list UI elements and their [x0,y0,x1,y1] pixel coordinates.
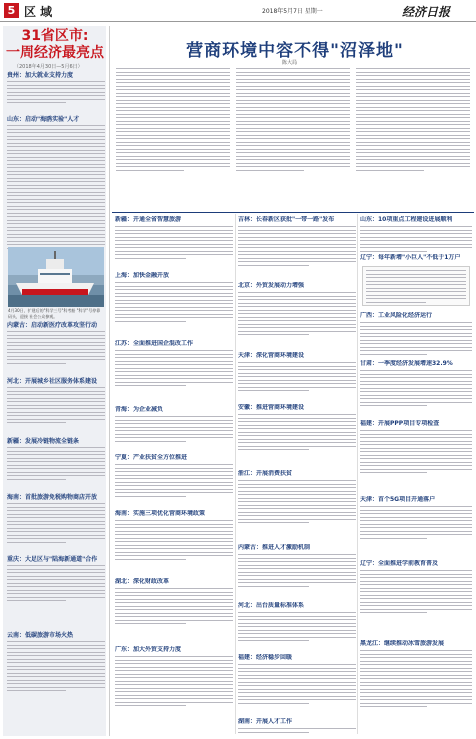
news-brief [238,470,356,526]
news-brief [238,544,356,589]
news-brief [360,420,472,476]
brief-title: 上海：加快金融开放 [115,272,170,279]
brief-text-box [362,266,470,306]
article-author: 陈大局 [282,60,298,66]
text-lines [7,503,105,543]
sidebar-item [7,322,105,366]
text-lines [7,387,105,423]
news-brief [115,340,233,389]
brief-title: 黑龙江：继续推动冰雪旅游发展 [360,640,445,647]
text-lines [7,565,105,601]
text-lines [7,447,105,480]
sidebar-item [7,556,105,604]
text-lines [236,68,350,171]
sidebar-item-title: 贵州：加大就业支持力度 [7,72,74,79]
brief-title: 内蒙古：推进人才激励机制 [238,544,311,551]
news-brief [360,216,472,254]
sidebar-item-title: 云南：低碳旅游市场火热 [7,632,74,639]
brief-title: 天津：首个5G项目开通落户 [360,496,436,503]
page-number: 5 [4,3,19,18]
news-brief [360,254,472,264]
ship-photo [8,247,104,307]
text-lines [7,641,105,691]
news-brief [238,718,356,735]
sidebar-item [7,378,105,426]
section-name: 区 域 [24,5,53,19]
news-brief [360,312,472,357]
brief-title: 湖北：深化财政改革 [115,578,170,585]
brief-title: 山东：10项重点工程建设进展顺利 [360,216,453,223]
brief-title: 福建：开展PPP项目专项检查 [360,420,440,427]
sidebar-item-title: 海南：首批旅游免税购物商店开放 [7,494,98,501]
brief-title: 广西：工业风险化经济运行 [360,312,433,319]
brief-title: 河北：出台质量标准体系 [238,602,305,609]
brief-title: 辽宁：全面推进学前教育普及 [360,560,439,567]
news-brief [115,216,233,261]
brief-title: 福建：经济稳步回暖 [238,654,293,661]
sidebar-item-title: 新疆：发展冷链物流全链条 [7,438,80,445]
text-lines [356,68,470,171]
brief-title: 宁夏：产业扶贫全方位推进 [115,454,188,461]
news-brief [115,510,233,562]
section-rule [112,212,474,213]
page-header [0,0,476,22]
text-lines [7,331,105,364]
news-brief [115,578,233,627]
news-brief [238,352,356,394]
sidebar-item [7,72,105,106]
news-brief [360,640,472,710]
news-brief [238,602,356,644]
news-brief [360,360,472,409]
article-column [116,68,230,173]
sidebar-item [7,116,105,251]
text-lines [116,68,230,171]
brief-title: 安徽：推进营商环境建设 [238,404,305,411]
brief-title: 青海：为企业减负 [115,406,164,413]
news-brief [238,216,356,268]
sidebar-item-title: 河北：开展城乡社区服务体系建设 [7,378,98,385]
sidebar-item-title: 内蒙古：启动新医疗改革攻坚行动 [7,322,98,329]
article-column [356,68,470,173]
photo-caption: 4月30日，扩建后的"科学三号"科考船 "科学"号停靠码头，迎接 社会公众参观。 [8,308,101,319]
sidebar-item-title: 山东：启动"海鸥实验"人才 [7,116,80,123]
news-brief [115,406,233,444]
newspaper-logo: 经济日报 [402,5,451,19]
issue-date: 2018年5月7日 星期一 [262,8,323,15]
column-divider [235,214,236,734]
brief-title: 湖南：开展人才工作 [238,718,293,725]
text-lines [7,81,105,103]
sidebar-item [7,438,105,482]
article-headline: 营商环境中容不得"沼泽地" [186,41,404,61]
brief-title: 海南：实施三项优化营商环境政策 [115,510,206,517]
column-divider [109,26,110,736]
brief-title: 吉林：长春新区获批"一带一路"发布 [238,216,335,223]
news-brief [115,454,233,499]
column-divider [357,214,358,734]
sidebar-item [7,632,105,694]
brief-title: 北京：外贸发展动力增强 [238,282,305,289]
article-column [236,68,350,173]
brief-title: 辽宁：每年新增"小巨人"不低于1万户 [360,254,461,261]
sidebar-date-range: （2018年4月30日—5月6日） [14,64,83,70]
sidebar-item [7,494,105,545]
news-brief [360,560,472,616]
news-brief [360,496,472,541]
news-brief [115,272,233,324]
brief-title: 新疆：开通全省智慧旅游 [115,216,182,223]
brief-title: 广东：加大外贸支持力度 [115,646,182,653]
news-brief [115,646,233,709]
brief-title: 天津：深化营商环境建设 [238,352,305,359]
text-lines [7,125,105,249]
brief-title: 甘肃：一季度经济发展增速32.9% [360,360,453,367]
news-brief [238,282,356,338]
sidebar-title: 31省区市: 一周经济最亮点 [6,28,104,61]
news-brief [238,654,356,706]
brief-title: 浙江：开展消费扶贫 [238,470,293,477]
news-brief [238,404,356,453]
brief-title: 江苏：全面推进国企混改工作 [115,340,194,347]
sidebar-item-title: 重庆：大足区与"陆海新通道"合作 [7,556,98,563]
